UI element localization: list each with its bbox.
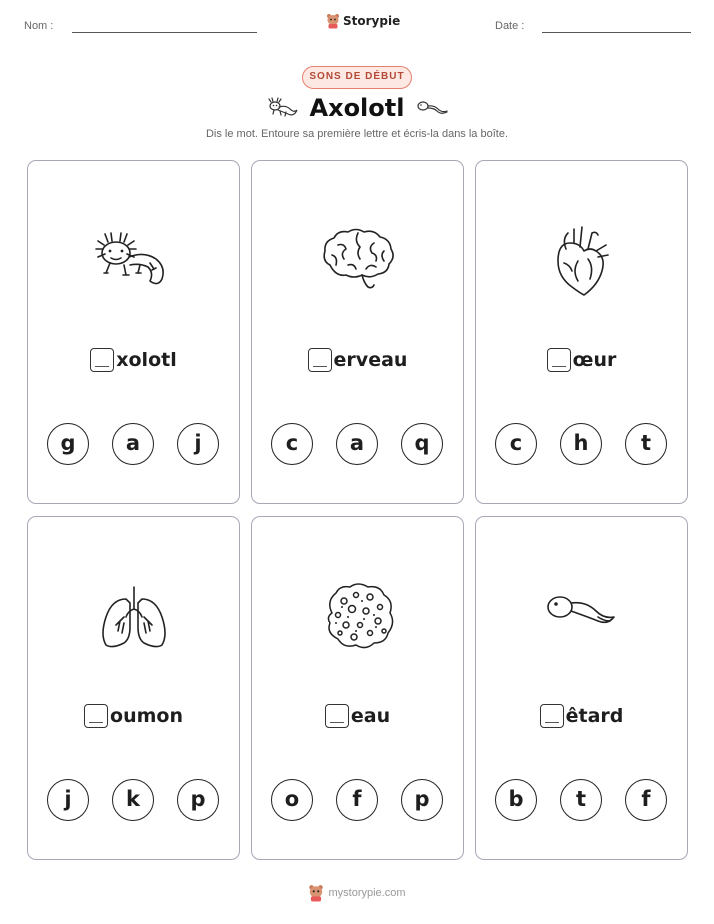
answer-box[interactable] (90, 348, 114, 372)
brand-name: Storypie (343, 14, 401, 28)
date-label: Date : (495, 20, 525, 32)
word-card (27, 516, 240, 860)
letter-choices (271, 423, 443, 465)
word-ending: œur (572, 349, 617, 371)
name-label: Nom : (24, 20, 54, 32)
tadpole-icon (542, 577, 622, 657)
word-card (251, 516, 464, 860)
letter-choice[interactable]: a (336, 423, 378, 465)
title-row (0, 92, 714, 124)
answer-box[interactable] (308, 348, 332, 372)
letter-choice[interactable]: a (112, 423, 154, 465)
letter-choices (495, 779, 667, 821)
storypie-mascot-icon (326, 13, 340, 29)
letter-choice[interactable]: f (336, 779, 378, 821)
brain-icon (318, 221, 398, 301)
letter-choices (495, 423, 667, 465)
answer-box[interactable] (540, 704, 564, 728)
axolotl-icon (94, 221, 174, 301)
word-row (28, 348, 239, 372)
letter-choice[interactable]: c (495, 423, 537, 465)
word-row (252, 348, 463, 372)
letter-choice[interactable]: q (401, 423, 443, 465)
letter-choice[interactable]: p (177, 779, 219, 821)
brand-logo (326, 13, 400, 29)
word-ending: erveau (333, 349, 408, 371)
answer-box[interactable] (547, 348, 571, 372)
letter-choice[interactable]: t (560, 779, 602, 821)
lungs-icon (94, 577, 174, 657)
letter-choice[interactable]: j (177, 423, 219, 465)
word-card (475, 516, 688, 860)
letter-choice[interactable]: t (625, 423, 667, 465)
letter-choice[interactable]: h (560, 423, 602, 465)
letter-choice[interactable]: c (271, 423, 313, 465)
letter-choice[interactable]: j (47, 779, 89, 821)
word-ending: eau (350, 705, 391, 727)
letter-choice[interactable]: o (271, 779, 313, 821)
footer (0, 884, 714, 902)
word-row (252, 704, 463, 728)
worksheet-header (0, 0, 714, 48)
word-card (475, 160, 688, 504)
category-badge: SONS DE DÉBUT (302, 66, 412, 89)
word-card (251, 160, 464, 504)
storypie-mascot-icon (308, 884, 324, 902)
tadpole-icon (416, 98, 448, 118)
instructions: Dis le mot. Entoure sa première lettre et écris-la dans la boîte. (205, 128, 509, 140)
word-row (476, 348, 687, 372)
letter-choices (47, 779, 219, 821)
egg-cluster-icon (318, 577, 398, 657)
letter-choice[interactable]: p (401, 779, 443, 821)
word-row (28, 704, 239, 728)
word-ending: oumon (110, 705, 183, 727)
heart-icon (542, 221, 622, 301)
footer-url[interactable]: mystorypie.com (328, 887, 406, 899)
name-field-line[interactable] (72, 32, 257, 33)
letter-choices (47, 423, 219, 465)
axolotl-icon (266, 97, 298, 119)
letter-choices (271, 779, 443, 821)
answer-box[interactable] (84, 704, 108, 728)
letter-choice[interactable]: k (112, 779, 154, 821)
page-title: Axolotl (309, 94, 405, 122)
answer-box[interactable] (325, 704, 349, 728)
word-row (476, 704, 687, 728)
letter-choice[interactable]: g (47, 423, 89, 465)
word-ending: xolotl (116, 349, 177, 371)
word-card (27, 160, 240, 504)
word-ending: êtard (565, 705, 624, 727)
letter-choice[interactable]: b (495, 779, 537, 821)
letter-choice[interactable]: f (625, 779, 667, 821)
date-field-line[interactable] (542, 32, 691, 33)
